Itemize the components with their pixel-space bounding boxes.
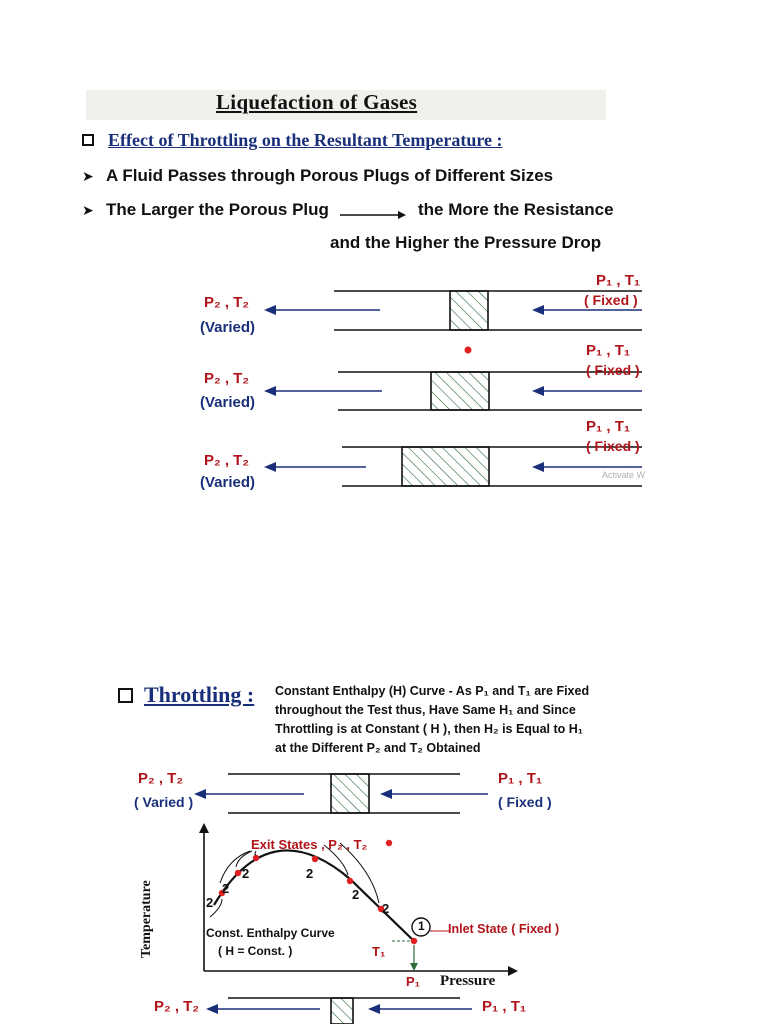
heading-checkbox-icon	[82, 134, 94, 146]
implies-arrow-icon	[340, 210, 406, 220]
bullet-arrow-icon: ➤	[82, 168, 94, 184]
row-2-inlet-status: ( Fixed )	[586, 362, 640, 378]
state-2-label: 2	[306, 866, 314, 881]
curve-label-line-2: ( H = Const. )	[218, 944, 293, 958]
x-axis-label: Pressure	[440, 973, 496, 989]
state-2-label: 2	[242, 866, 250, 881]
top-inlet-state: P₁ , T₁	[498, 770, 543, 787]
page-title: Liquefaction of Gases	[216, 90, 418, 114]
row-1-outlet-state: P₂ , T₂	[204, 294, 249, 311]
slide-throttling	[110, 676, 630, 1024]
enthalpy-chart	[110, 821, 630, 1001]
state-2-label: 2	[352, 887, 360, 902]
bullet-arrow-icon: ➤	[82, 202, 94, 218]
bottom-inlet-state: P₁ , T₁	[482, 998, 527, 1015]
top-outlet-state: P₂ , T₂	[138, 770, 183, 787]
inlet-state-point	[411, 938, 417, 944]
porous-plug-small	[450, 291, 488, 330]
exit-state-point	[347, 878, 353, 884]
exit-state-point	[312, 856, 318, 862]
row-1-inlet-state: P₁ , T₁	[596, 272, 641, 289]
row-2-outlet-status: (Varied)	[200, 394, 256, 411]
y-axis-label: Temperature	[139, 880, 154, 958]
throttling-heading: Throttling :	[144, 682, 255, 707]
description-line-1: Constant Enthalpy (H) Curve - As P₁ and T₁ are Fixed	[275, 684, 590, 698]
bullet-2-continuation: and the Higher the Pressure Drop	[330, 233, 602, 252]
state-2-label: 2	[222, 881, 230, 896]
activate-watermark: Activate W	[602, 470, 646, 480]
marker-dot	[386, 840, 392, 846]
bullet-2-result: the More the Resistance	[418, 200, 614, 219]
inlet-state-label: Inlet State ( Fixed )	[448, 922, 560, 936]
curve-label-line-1: Const. Enthalpy Curve	[206, 926, 335, 940]
state-2-label: 2	[382, 901, 390, 916]
top-inlet-status: ( Fixed )	[498, 794, 552, 810]
row-3-outlet-state: P₂ , T₂	[204, 452, 249, 469]
row-3-inlet-state: P₁ , T₁	[586, 418, 631, 435]
row-3-outlet-status: (Varied)	[200, 474, 256, 491]
row-1-outlet-status: (Varied)	[200, 319, 256, 336]
porous-plug-large	[402, 447, 489, 486]
description-line-2: throughout the Test thus, Have Same H₁ and Since	[275, 703, 576, 717]
heading-checkbox-icon	[118, 688, 133, 703]
t1-label: T₁	[372, 944, 386, 959]
state-2-label: 2	[206, 895, 214, 910]
bullet-2: The Larger the Porous Plug	[106, 200, 329, 219]
row-2-inlet-state: P₁ , T₁	[586, 342, 631, 359]
exit-state-point	[253, 855, 259, 861]
row-3-inlet-status: ( Fixed )	[586, 438, 640, 454]
p1-label: P₁	[406, 974, 421, 989]
cursor-dot	[465, 347, 472, 354]
section-heading: Effect of Throttling on the Resultant Temperature :	[108, 130, 503, 150]
row-1-inlet-status: ( Fixed )	[584, 292, 638, 308]
description-line-3: Throttling is at Constant ( H ), then H₂ is Equal to H₁	[275, 722, 583, 736]
description-line-4: at the Different P₂ and T₂ Obtained	[275, 741, 481, 755]
row-2-outlet-state: P₂ , T₂	[204, 370, 249, 387]
bottom-outlet-state: P₂ , T₂	[154, 998, 199, 1015]
exit-state-point	[235, 870, 241, 876]
porous-plug-medium	[431, 372, 489, 410]
bullet-1: A Fluid Passes through Porous Plugs of Different Sizes	[106, 166, 554, 185]
exit-states-label: Exit States , P₂ , T₂	[251, 837, 368, 852]
top-outlet-status: ( Varied )	[134, 794, 194, 810]
state-1-label: 1	[418, 919, 425, 933]
slide-liquefaction	[76, 84, 652, 498]
porous-plug-diagram	[76, 274, 652, 494]
